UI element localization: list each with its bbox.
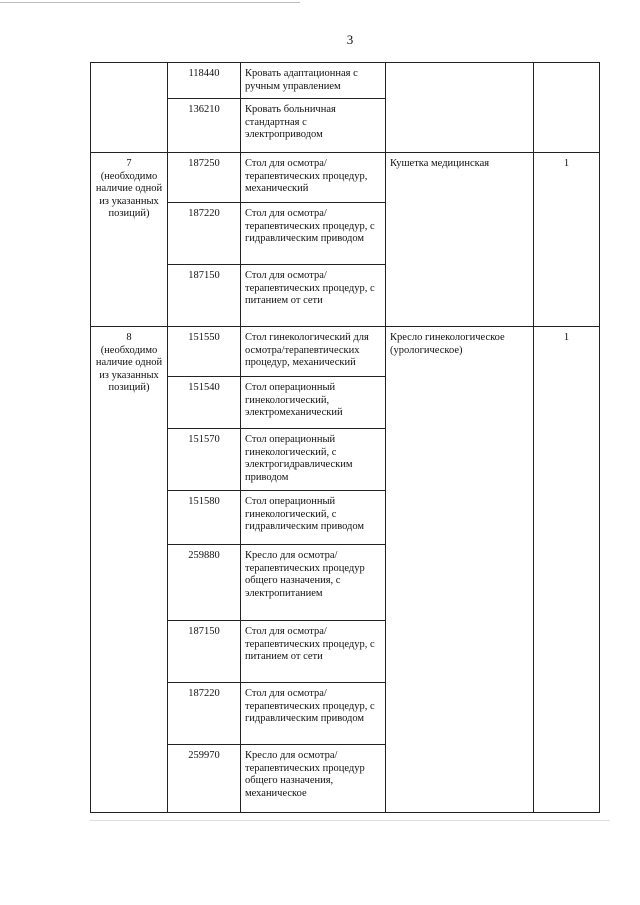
name-cell: Стол операционный гинекологический, с гидравлическим приводом <box>241 491 386 545</box>
code-cell: 187220 <box>168 203 241 265</box>
name-cell: Кресло для осмотра/терапевтических процедур общего назначения, механическое <box>241 745 386 813</box>
count-cell: 1 <box>534 327 600 813</box>
count-cell: 1 <box>534 153 600 327</box>
table-row <box>91 327 600 377</box>
code-cell: 259970 <box>168 745 241 813</box>
code-cell: 187250 <box>168 153 241 203</box>
name-cell: Стол для осмотра/терапевтических процедур, с гидравлическим приводом <box>241 683 386 745</box>
name-cell: Стол для осмотра/терапевтических процедур, с питанием от сети <box>241 265 386 327</box>
code-cell: 136210 <box>168 99 241 153</box>
code-cell: 151540 <box>168 377 241 429</box>
equipment-cell: Кресло гинекологическое (урологическое) <box>386 327 534 813</box>
equipment-cell <box>386 63 534 153</box>
group-label-cell: 8 (необходимо наличие одной из указанных позиций) <box>91 327 168 813</box>
code-cell: 187150 <box>168 621 241 683</box>
code-cell: 187150 <box>168 265 241 327</box>
count-cell <box>534 63 600 153</box>
code-cell: 187220 <box>168 683 241 745</box>
code-cell: 151570 <box>168 429 241 491</box>
code-cell: 151550 <box>168 327 241 377</box>
name-cell: Стол гинекологический для осмотра/терапевтических процедур, механический <box>241 327 386 377</box>
equipment-table <box>90 62 600 813</box>
name-cell: Стол для осмотра/терапевтических процедур, механический <box>241 153 386 203</box>
code-cell: 259880 <box>168 545 241 621</box>
name-cell: Стол для осмотра/терапевтических процедур, с питанием от сети <box>241 621 386 683</box>
table-row <box>91 153 600 203</box>
code-cell: 151580 <box>168 491 241 545</box>
name-cell: Стол операционный гинекологический, с электрогидравлическим приводом <box>241 429 386 491</box>
table-body <box>91 63 600 813</box>
name-cell: Кровать адаптационная с ручным управлением <box>241 63 386 99</box>
name-cell: Кресло для осмотра/терапевтических процедур общего назначения, с электропитанием <box>241 545 386 621</box>
scan-line-top <box>0 2 300 3</box>
code-cell: 118440 <box>168 63 241 99</box>
name-cell: Кровать больничная стандартная с электроприводом <box>241 99 386 153</box>
page-number: 3 <box>346 32 354 47</box>
table-row <box>91 63 600 99</box>
group-label-cell <box>91 63 168 153</box>
group-label-cell: 7 (необходимо наличие одной из указанных позиций) <box>91 153 168 327</box>
scan-line-bottom <box>90 820 610 821</box>
equipment-cell: Кушетка медицинская <box>386 153 534 327</box>
name-cell: Стол для осмотра/терапевтических процедур, с гидравлическим приводом <box>241 203 386 265</box>
name-cell: Стол операционный гинекологический, электромеханический <box>241 377 386 429</box>
